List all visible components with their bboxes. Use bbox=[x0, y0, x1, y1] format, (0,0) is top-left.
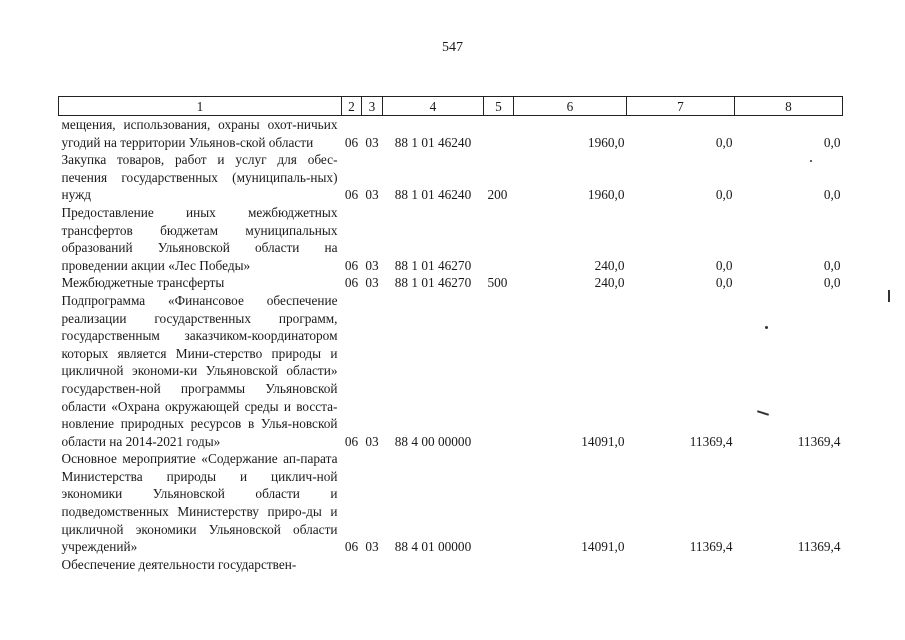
row-amount-2 bbox=[627, 556, 735, 574]
row-description: мещения, использования, охраны охот-ничьих угодий на территории Ульянов-ской области bbox=[61, 117, 338, 150]
row-amount-3: 0,0 bbox=[823, 257, 841, 273]
row-subsection: 03 bbox=[365, 539, 379, 555]
row-subsection: 03 bbox=[365, 187, 379, 203]
row-expense-type bbox=[484, 556, 514, 574]
row-amount-3: 0,0 bbox=[823, 187, 841, 203]
row-amount-1: 240,0 bbox=[594, 257, 625, 273]
row-amount-3: 0,0 bbox=[823, 275, 841, 291]
row-subsection: 03 bbox=[365, 257, 379, 273]
row-section: 06 bbox=[344, 539, 359, 555]
row-section: 06 bbox=[344, 187, 359, 203]
table-header-row bbox=[59, 97, 843, 116]
column-header: 8 bbox=[735, 97, 843, 116]
table-row bbox=[59, 151, 843, 204]
row-description: Подпрограмма «Финансовое обеспечение реализации государственных программ, государственным заказчиком-координатором которых является Мини-стерство природы и цикличной экономи-ки Ульяновской области» государствен-ной программы Ульяновской области «Охрана окружающей среды и восста-новление природных ресурсов в Улья-новской области на 2014-2021 годы» bbox=[61, 292, 338, 449]
scan-speck bbox=[765, 326, 768, 329]
row-target-article: 88 1 01 46270 bbox=[394, 275, 472, 291]
scan-speck bbox=[810, 160, 812, 162]
row-expense-type bbox=[484, 204, 514, 274]
row-amount-2: 0,0 bbox=[715, 187, 733, 203]
row-amount-2: 0,0 bbox=[715, 275, 733, 291]
column-header: 4 bbox=[383, 97, 484, 116]
page-number: 547 bbox=[442, 40, 463, 55]
row-amount-1: 14091,0 bbox=[581, 433, 625, 449]
scan-speck bbox=[888, 290, 890, 302]
row-expense-type bbox=[484, 292, 514, 450]
row-subsection bbox=[362, 556, 383, 574]
row-amount-2: 0,0 bbox=[715, 134, 733, 150]
row-amount-1: 240,0 bbox=[594, 275, 625, 291]
budget-table bbox=[58, 96, 843, 573]
row-expense-type: 500 bbox=[487, 275, 508, 291]
row-expense-type bbox=[484, 116, 514, 152]
row-section: 06 bbox=[344, 257, 359, 273]
row-amount-1: 14091,0 bbox=[581, 539, 625, 555]
row-amount-3: 0,0 bbox=[823, 134, 841, 150]
row-target-article bbox=[383, 556, 484, 574]
table-row bbox=[59, 204, 843, 274]
row-amount-2: 11369,4 bbox=[689, 539, 733, 555]
column-header: 1 bbox=[59, 97, 342, 116]
row-amount-1: 1960,0 bbox=[587, 187, 625, 203]
row-description: Предоставление иных межбюджетных трансфертов бюджетам муниципальных образований Ульяновской области на проведении акции «Лес Победы» bbox=[61, 204, 338, 273]
row-description: Основное мероприятие «Содержание ап-парата Министерства природы и циклич-ной экономики Ульяновской области и подведомственных Министерству приро-ды и цикличной экономики Ульяновской области учреждений» bbox=[61, 451, 338, 555]
column-header: 3 bbox=[362, 97, 383, 116]
row-target-article: 88 4 00 00000 bbox=[394, 433, 472, 449]
row-amount-3: 11369,4 bbox=[797, 539, 841, 555]
row-description: Обеспечение деятельности государствен- bbox=[61, 556, 297, 572]
column-header: 6 bbox=[514, 97, 627, 116]
column-header: 2 bbox=[342, 97, 362, 116]
row-expense-type: 200 bbox=[487, 187, 508, 203]
row-target-article: 88 4 01 00000 bbox=[394, 539, 472, 555]
row-subsection: 03 bbox=[365, 134, 379, 150]
row-amount-3: 11369,4 bbox=[797, 433, 841, 449]
column-header: 5 bbox=[484, 97, 514, 116]
row-amount-1: 1960,0 bbox=[587, 134, 625, 150]
table-row bbox=[59, 450, 843, 556]
row-target-article: 88 1 01 46240 bbox=[394, 134, 472, 150]
row-section: 06 bbox=[344, 433, 359, 449]
table-row bbox=[59, 556, 843, 574]
row-section: 06 bbox=[344, 134, 359, 150]
row-target-article: 88 1 01 46240 bbox=[394, 187, 472, 203]
table-row bbox=[59, 292, 843, 450]
row-section: 06 bbox=[344, 275, 359, 291]
table-row bbox=[59, 274, 843, 292]
table-row bbox=[59, 116, 843, 152]
row-amount-2: 11369,4 bbox=[689, 433, 733, 449]
row-description: Межбюджетные трансферты bbox=[61, 275, 225, 291]
row-subsection: 03 bbox=[365, 275, 379, 291]
row-amount-1 bbox=[514, 556, 627, 574]
row-amount-2: 0,0 bbox=[715, 257, 733, 273]
row-description: Закупка товаров, работ и услуг для обес-печения государственных (муниципаль-ных) нужд bbox=[61, 152, 338, 203]
row-target-article: 88 1 01 46270 bbox=[394, 257, 472, 273]
row-amount-3 bbox=[735, 556, 843, 574]
column-header: 7 bbox=[627, 97, 735, 116]
row-subsection: 03 bbox=[365, 433, 379, 449]
row-section bbox=[342, 556, 362, 574]
row-expense-type bbox=[484, 450, 514, 556]
